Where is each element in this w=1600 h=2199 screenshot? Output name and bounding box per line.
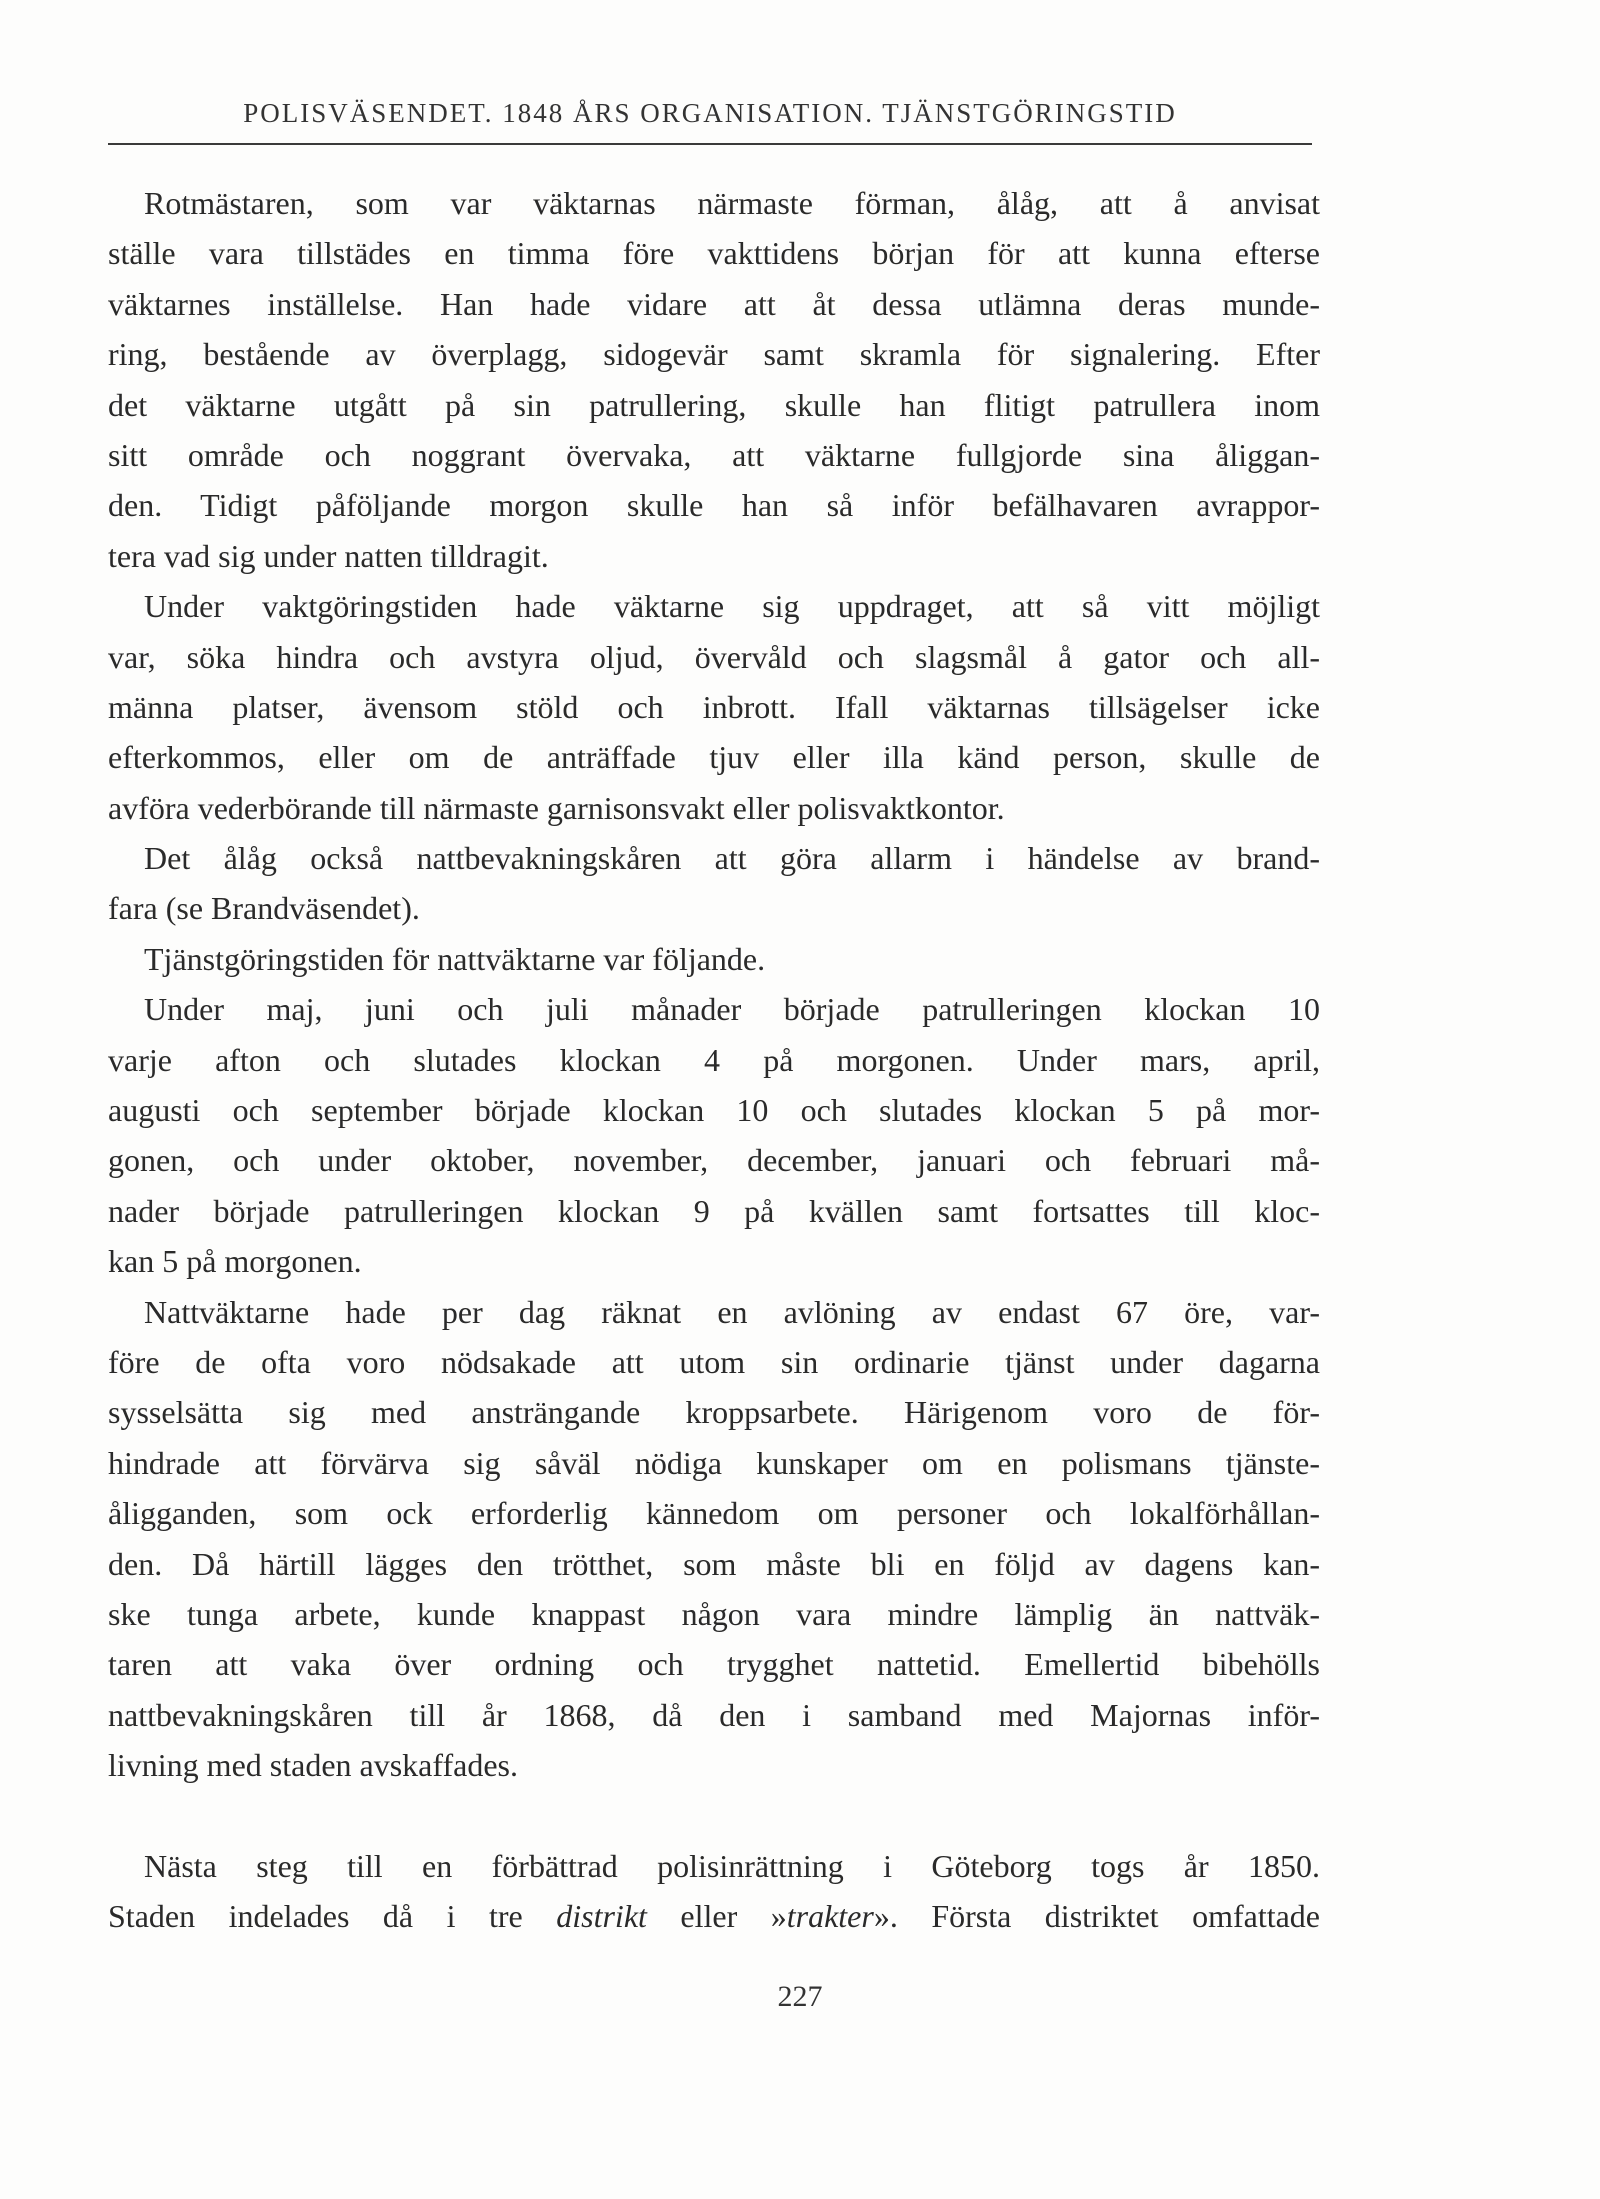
text-line: taren att vaka över ordning och trygghet nattetid. Emellertid bibehölls [108, 1646, 1320, 1683]
paragraph [108, 833, 1320, 934]
text-line: ställe vara tillstädes en timma före vakttidens början för att kunna efterse [108, 235, 1320, 272]
italic-term-trakter: trakter [786, 1897, 874, 1934]
text-line: efterkommos, eller om de anträffade tjuv eller illa känd person, skulle de [108, 739, 1320, 776]
text-line: tera vad sig under natten tilldragit. [108, 537, 549, 574]
text-line: nattbevakningskåren till år 1868, då den i samband med Majornas inför- [108, 1696, 1320, 1733]
text-line: sysselsätta sig med ansträngande kroppsarbete. Härigenom voro de för- [108, 1394, 1320, 1431]
text-line: Nästa steg till en förbättrad polisinrättning i Göteborg togs år 1850. [144, 1847, 1320, 1884]
text-line: väktarnes inställelse. Han hade vidare att åt dessa utlämna deras munde- [108, 285, 1320, 322]
paragraph [108, 581, 1320, 833]
text-line: männa platser, ävensom stöld och inbrott. Ifall väktarnas tillsägelser icke [108, 688, 1320, 725]
text-line: var, söka hindra och avstyra oljud, övervåld och slagsmål å gator och all- [108, 638, 1320, 675]
text-line [108, 1891, 1320, 1941]
text-line: Tjänstgöringstiden för nattväktarne var följande. [144, 940, 766, 977]
text-line: livning med staden avskaffades. [108, 1747, 518, 1784]
body-text [108, 178, 1320, 1941]
section-gap [108, 1791, 1320, 1841]
paragraph [108, 178, 1320, 581]
running-head: POLISVÄSENDET. 1848 ÅRS ORGANISATION. TJÄNSTGÖRINGSTID [243, 98, 1177, 128]
text-fragment: Staden indelades då i tre [108, 1897, 557, 1934]
text-line: varje afton och slutades klockan 4 på morgonen. Under mars, april, [108, 1041, 1320, 1078]
page-number: 227 [777, 1980, 823, 2013]
text-line: gonen, och under oktober, november, december, januari och februari må- [108, 1142, 1320, 1179]
text-line: Nattväktarne hade per dag räknat en avlöning av endast 67 öre, var- [144, 1293, 1320, 1330]
paragraph [108, 1287, 1320, 1791]
text-fragment: eller » [646, 1897, 787, 1934]
text-line: sitt område och noggrant övervaka, att väktarne fullgjorde sina åliggan- [108, 436, 1320, 473]
text-line: avföra vederbörande till närmaste garnisonsvakt eller polisvaktkontor. [108, 789, 1005, 826]
text-line: fara (se Brandväsendet). [108, 890, 420, 927]
text-line: Under vaktgöringstiden hade väktarne sig uppdraget, att så vitt möjligt [144, 588, 1320, 625]
text-line: hindrade att förvärva sig såväl nödiga kunskaper om en polismans tjänste- [108, 1444, 1320, 1481]
header-rule [108, 143, 1312, 145]
text-fragment: ». Första distriktet omfattade [873, 1897, 1321, 1934]
paragraph-final [108, 1841, 1320, 1942]
text-line: Det ålåg också nattbevakningskåren att göra allarm i händelse av brand- [144, 840, 1320, 877]
text-line: åligganden, som ock erforderlig kännedom om personer och lokalförhållan- [108, 1495, 1320, 1532]
text-line: det väktarne utgått på sin patrullering, skulle han flitigt patrullera inom [108, 386, 1320, 423]
paragraph [108, 934, 1320, 984]
text-line: kan 5 på morgonen. [108, 1243, 362, 1280]
text-line: den. Då härtill lägges den trötthet, som måste bli en följd av dagens kan- [108, 1545, 1320, 1582]
text-line: Under maj, juni och juli månader började patrulleringen klockan 10 [144, 991, 1320, 1028]
text-line: ring, bestående av överplagg, sidogevär samt skramla för signalering. Efter [108, 336, 1320, 373]
paragraph [108, 984, 1320, 1286]
text-line: augusti och september började klockan 10 och slutades klockan 5 på mor- [108, 1092, 1320, 1129]
text-line: den. Tidigt påföljande morgon skulle han så inför befälhavaren avrappor- [108, 487, 1320, 524]
text-line: Rotmästaren, som var väktarnas närmaste förman, ålåg, att å anvisat [144, 185, 1320, 221]
text-line: nader började patrulleringen klockan 9 på kvällen samt fortsattes till kloc- [108, 1192, 1320, 1229]
text-line: ske tunga arbete, kunde knappast någon vara mindre lämplig än nattväk- [108, 1595, 1320, 1632]
italic-term-distrikt: distrikt [556, 1897, 647, 1934]
text-line: före de ofta voro nödsakade att utom sin ordinarie tjänst under dagarna [108, 1343, 1320, 1380]
